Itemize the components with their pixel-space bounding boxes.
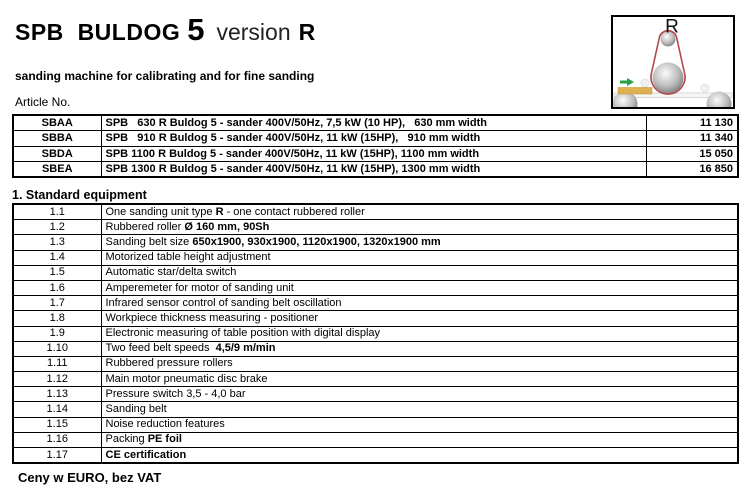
equipment-description-cell: Main motor pneumatic disc brake — [101, 372, 738, 387]
equipment-row — [13, 387, 738, 402]
equipment-row — [13, 372, 738, 387]
equipment-number-cell: 1.12 — [13, 372, 101, 387]
equipment-number-cell: 1.16 — [13, 432, 101, 447]
title-version-letter: R — [298, 19, 316, 45]
equipment-number-cell: 1.1 — [13, 204, 101, 220]
equipment-number-cell: 1.4 — [13, 250, 101, 265]
article-code-cell: SBBA — [13, 131, 101, 146]
equipment-table-body — [13, 204, 738, 463]
equipment-row — [13, 250, 738, 265]
equipment-number-cell: 1.17 — [13, 448, 101, 464]
article-description-cell: SPB 1100 R Buldog 5 - sander 400V/50Hz, 11 kW (15HP), 1100 mm width — [101, 146, 646, 161]
equipment-row — [13, 280, 738, 295]
equipment-row — [13, 326, 738, 341]
equipment-description-cell: Amperemeter for motor of sanding unit — [101, 280, 738, 295]
article-code-cell: SBEA — [13, 161, 101, 177]
pressure-roller-small-left — [641, 79, 649, 87]
pressure-roller-small-right — [701, 84, 709, 92]
equipment-description-cell: CE certification — [101, 448, 738, 464]
equipment-number-cell: 1.6 — [13, 280, 101, 295]
article-table-body — [13, 115, 738, 177]
equipment-table — [12, 203, 739, 464]
article-row — [13, 131, 738, 146]
equipment-description-cell: Sanding belt — [101, 402, 738, 417]
equipment-row — [13, 265, 738, 280]
article-code-cell: SBAA — [13, 115, 101, 131]
article-row — [13, 161, 738, 177]
equipment-number-cell: 1.14 — [13, 402, 101, 417]
equipment-description-cell: Electronic measuring of table position with digital display — [101, 326, 738, 341]
article-code-cell: SBDA — [13, 146, 101, 161]
equipment-row — [13, 296, 738, 311]
page-title — [15, 12, 315, 48]
article-description-cell: SPB 910 R Buldog 5 - sander 400V/50Hz, 11 kW (15HP), 910 mm width — [101, 131, 646, 146]
article-row — [13, 115, 738, 131]
equipment-number-cell: 1.8 — [13, 311, 101, 326]
article-table — [12, 114, 739, 178]
article-description-cell: SPB 630 R Buldog 5 - sander 400V/50Hz, 7,5 kW (10 HP), 630 mm width — [101, 115, 646, 131]
contact-roller — [653, 63, 684, 94]
subtitle: sanding machine for calibrating and for fine sanding — [15, 69, 315, 83]
workpiece — [618, 88, 652, 95]
equipment-row — [13, 204, 738, 220]
equipment-number-cell: 1.7 — [13, 296, 101, 311]
equipment-description-cell: Automatic star/delta switch — [101, 265, 738, 280]
equipment-description-cell: Pressure switch 3,5 - 4,0 bar — [101, 387, 738, 402]
article-price-cell: 11 130 — [646, 115, 738, 131]
equipment-row — [13, 311, 738, 326]
equipment-description-cell: Motorized table height adjustment — [101, 250, 738, 265]
feed-direction-arrow-icon — [620, 78, 634, 86]
equipment-description-cell: Sanding belt size 650x1900, 930x1900, 1120x1900, 1320x1900 mm — [101, 235, 738, 250]
machine-diagram-box — [611, 15, 735, 109]
equipment-row — [13, 448, 738, 464]
equipment-description-cell: Rubbered pressure rollers — [101, 356, 738, 371]
article-price-cell: 11 340 — [646, 131, 738, 146]
title-model-number: 5 — [187, 12, 205, 47]
article-description-cell: SPB 1300 R Buldog 5 - sander 400V/50Hz, 11 kW (15HP), 1300 mm width — [101, 161, 646, 177]
equipment-number-cell: 1.3 — [13, 235, 101, 250]
equipment-number-cell: 1.15 — [13, 417, 101, 432]
equipment-description-cell: Two feed belt speeds 4,5/9 m/min — [101, 341, 738, 356]
equipment-description-cell: Rubbered roller Ø 160 mm, 90Sh — [101, 220, 738, 235]
equipment-number-cell: 1.10 — [13, 341, 101, 356]
equipment-row — [13, 356, 738, 371]
article-price-cell: 15 050 — [646, 146, 738, 161]
equipment-row — [13, 235, 738, 250]
equipment-row — [13, 432, 738, 447]
equipment-description-cell: One sanding unit type R - one contact rubbered roller — [101, 204, 738, 220]
footer-note: Ceny w EURO, bez VAT — [18, 470, 162, 485]
machine-diagram — [613, 17, 733, 107]
equipment-row — [13, 402, 738, 417]
title-product-name: SPB BULDOG — [15, 19, 181, 45]
equipment-section-heading: 1. Standard equipment — [12, 188, 147, 202]
diagram-r-label: R — [665, 17, 679, 38]
article-row — [13, 146, 738, 161]
equipment-number-cell: 1.11 — [13, 356, 101, 371]
equipment-description-cell: Packing PE foil — [101, 432, 738, 447]
equipment-description-cell: Noise reduction features — [101, 417, 738, 432]
equipment-number-cell: 1.13 — [13, 387, 101, 402]
title-version-word: version — [216, 19, 291, 45]
equipment-description-cell: Infrared sensor control of sanding belt oscillation — [101, 296, 738, 311]
equipment-row — [13, 220, 738, 235]
equipment-number-cell: 1.9 — [13, 326, 101, 341]
article-no-label: Article No. — [15, 95, 71, 109]
equipment-number-cell: 1.5 — [13, 265, 101, 280]
equipment-description-cell: Workpiece thickness measuring - positioner — [101, 311, 738, 326]
article-price-cell: 16 850 — [646, 161, 738, 177]
equipment-row — [13, 417, 738, 432]
equipment-number-cell: 1.2 — [13, 220, 101, 235]
equipment-row — [13, 341, 738, 356]
